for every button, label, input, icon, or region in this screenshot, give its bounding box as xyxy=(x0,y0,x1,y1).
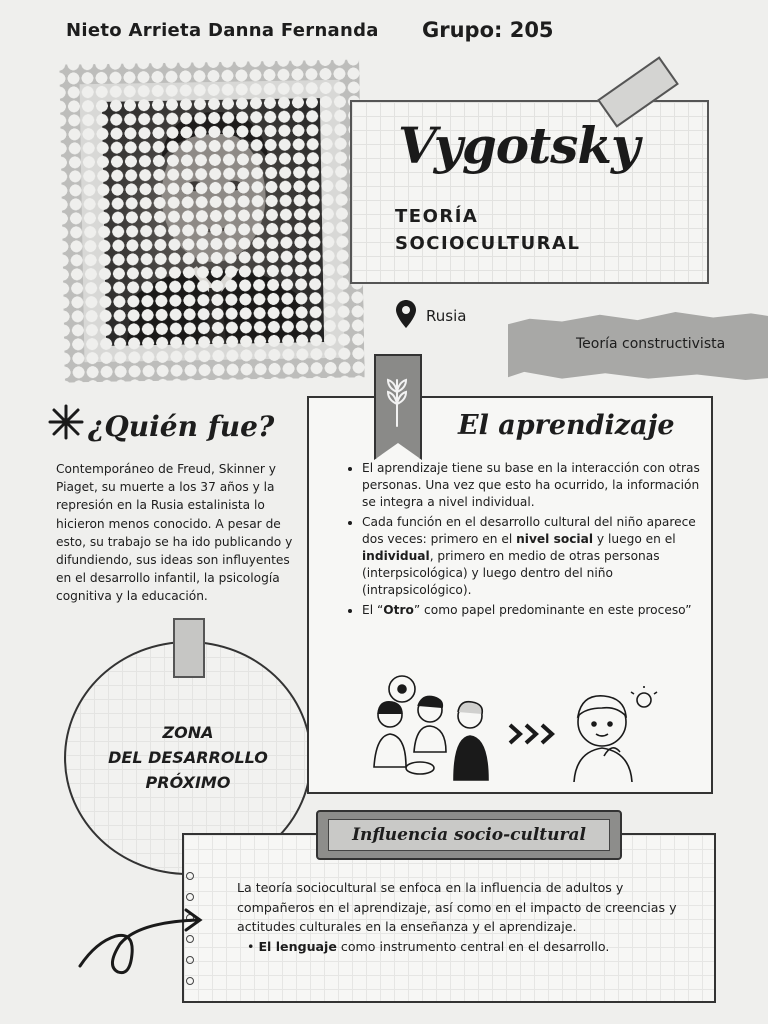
zone-label xyxy=(64,720,312,795)
children-interaction-illustration xyxy=(362,672,498,788)
learning-item-1: • El aprendizaje tiene su base en la interacción con otras personas. Una vez que esto ha ocurrido, la información se integra a nivel individual. xyxy=(362,460,710,512)
theory-subtitle xyxy=(395,203,580,257)
plant-sprout-icon xyxy=(384,374,410,432)
influence-paragraph xyxy=(237,878,685,956)
learning-item-3: • El “Otro” como papel predominante en este proceso” xyxy=(362,602,710,619)
curly-arrow-icon xyxy=(76,902,208,986)
tape-decoration-small xyxy=(173,618,205,678)
learning-heading: El aprendizaje xyxy=(458,410,675,441)
asterisk-icon xyxy=(48,404,84,447)
location-label: Rusia xyxy=(426,307,467,325)
theory-subtitle-line1: TEORÍA xyxy=(395,206,479,227)
influence-body: La teoría sociocultural se enfoca en la influencia de adultos y compañeros en el aprendizaje, así como en el impacto de creencias y actitudes culturales en la enseñanza y el aprendizaje. xyxy=(237,880,677,934)
page-title: Vygotsky xyxy=(398,116,640,175)
triple-chevron-right-icon xyxy=(508,722,556,750)
group-label: Grupo: 205 xyxy=(422,18,554,42)
learning-list xyxy=(346,460,710,621)
influence-bullet: • El lenguaje como instrumento central en el desarrollo. xyxy=(247,938,610,954)
zone-label-line3: PRÓXIMO xyxy=(145,773,231,792)
learning-item-2: • Cada función en el desarrollo cultural del niño aparece dos veces: primero en el nivel social y luego en el individual, primero en medio de otras personas (interpsicológica) y luego dentro del niño (intrapsicológico). xyxy=(362,514,710,600)
location-row xyxy=(396,300,466,332)
who-heading: ¿Quién fue? xyxy=(88,410,275,443)
location-pin-icon xyxy=(396,300,416,332)
theory-subtitle-line2: SOCIOCULTURAL xyxy=(395,233,581,254)
influence-heading: Influencia socio-cultural xyxy=(328,819,610,851)
thinking-child-illustration xyxy=(568,686,660,786)
student-name: Nieto Arrieta Danna Fernanda xyxy=(66,20,379,41)
who-paragraph: Contemporáneo de Freud, Skinner y Piaget, su muerte a los 37 años y la represión en la Rusia estalinista lo hicieron menos conocido. A pesar de esto, su trabajo se ha ido publicando y difundiendo, sus ideas son influyentes en el desarrollo infantil, la psicología cognitiva y la educación. xyxy=(56,462,293,604)
theory-tag: Teoría constructivista xyxy=(576,336,726,352)
zone-label-line1: ZONA xyxy=(162,723,214,742)
influence-heading-tab xyxy=(316,810,622,860)
zone-label-line2: DEL DESARROLLO xyxy=(108,748,268,767)
portrait-stamp-frame xyxy=(59,59,365,382)
portrait-photo xyxy=(102,98,324,346)
